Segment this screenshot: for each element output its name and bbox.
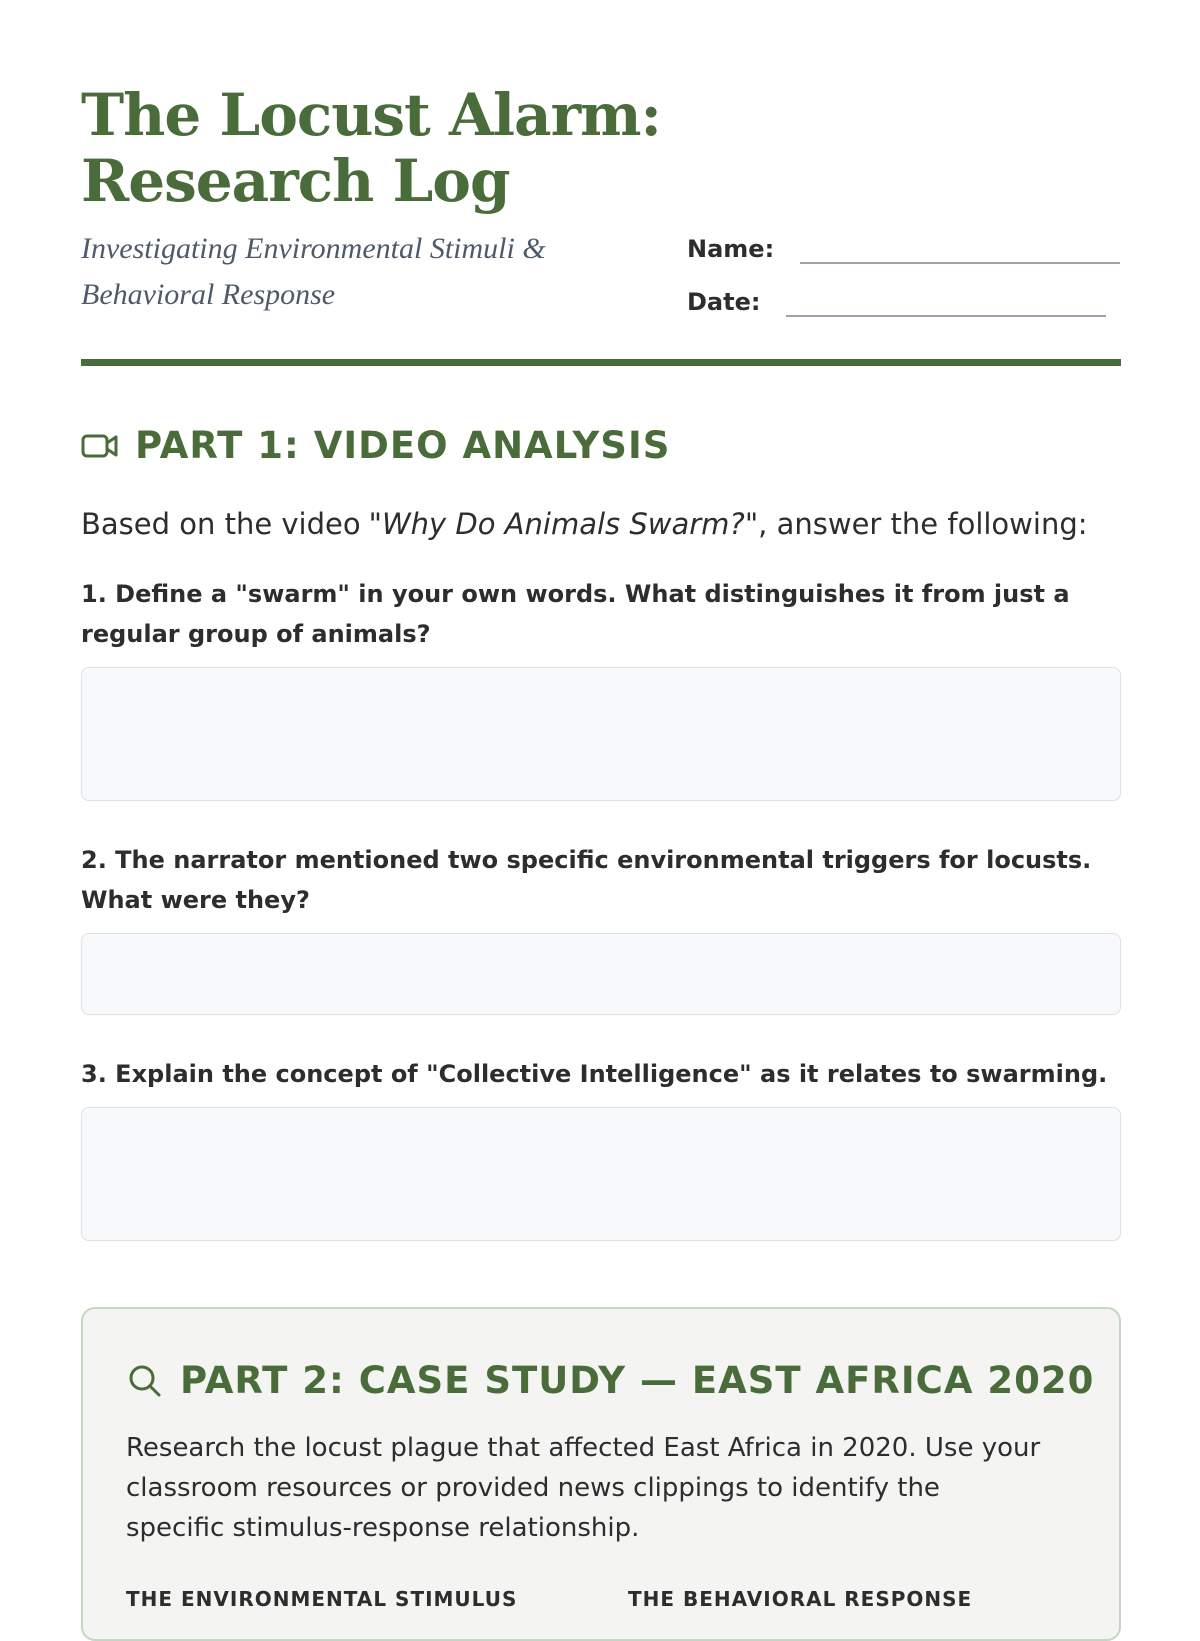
intro-suffix: , answer the following: <box>758 507 1088 541</box>
answer-box-3[interactable] <box>81 1107 1121 1241</box>
date-input-line[interactable] <box>786 285 1106 317</box>
search-icon <box>126 1362 164 1400</box>
answer-box-2[interactable] <box>81 933 1121 1015</box>
part2-heading <box>126 1359 1094 1402</box>
title-line-1: The Locust Alarm: <box>81 81 661 149</box>
name-label: Name: <box>687 235 775 263</box>
case-study-card <box>81 1307 1121 1641</box>
question-1: 1. Define a "swarm" in your own words. What distinguishes it from just a regular group of animals? <box>81 580 1070 648</box>
column-header-response: THE BEHAVIORAL RESPONSE <box>628 1587 973 1611</box>
question-2: 2. The narrator mentioned two specific environmental triggers for locusts. What were they? <box>81 846 1092 914</box>
name-field[interactable] <box>687 232 1120 264</box>
case-study-description: Research the locust plague that affected East Africa in 2020. Use your classroom resources or provided news clippings to identify the specific stimulus-response relationship. <box>126 1433 1041 1543</box>
page-subtitle: Investigating Environmental Stimuli & Behavioral Response <box>81 232 546 311</box>
intro-prefix: Based on the video <box>81 507 361 541</box>
name-input-line[interactable] <box>800 232 1120 264</box>
date-label: Date: <box>687 288 761 316</box>
question-3: 3. Explain the concept of "Collective Intelligence" as it relates to swarming. <box>81 1060 1108 1088</box>
answer-box-1[interactable] <box>81 667 1121 801</box>
date-field[interactable] <box>687 285 1106 317</box>
part1-intro <box>81 504 1088 544</box>
page-title <box>81 82 661 214</box>
title-line-2: Research Log <box>81 147 510 215</box>
column-header-stimulus: THE ENVIRONMENTAL STIMULUS <box>126 1587 518 1611</box>
video-title: "Why Do Animals Swarm?" <box>368 507 759 541</box>
header-divider <box>81 359 1121 366</box>
part2-heading-text: PART 2: CASE STUDY — EAST AFRICA 2020 <box>180 1359 1095 1402</box>
part1-heading <box>81 424 670 467</box>
worksheet-page <box>81 0 1121 1611</box>
part1-heading-text: PART 1: VIDEO ANALYSIS <box>135 424 671 467</box>
video-camera-icon <box>81 432 119 460</box>
